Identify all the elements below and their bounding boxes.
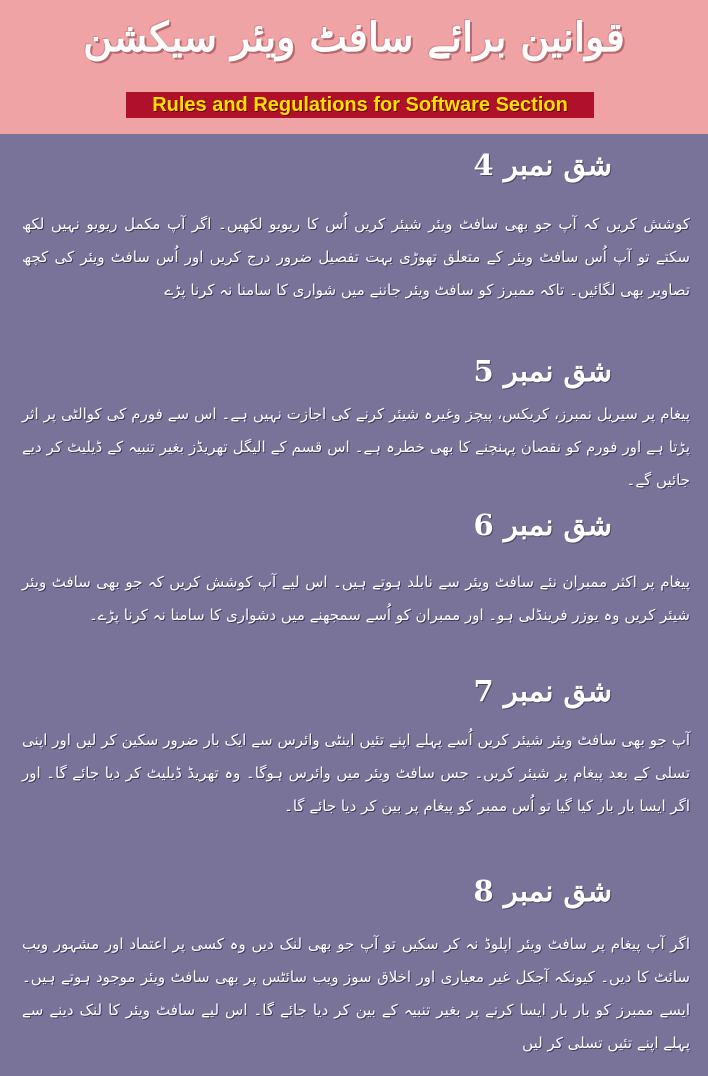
rule-text-4: کوشش کریں کہ آپ جو بھی سافٹ ویئر شیئر کریں اُس کا ریویو لکھیں۔ اگر آپ مکمل ریویو نہیں لکھ سکتے تو آپ اُس سافٹ ویئر کے متعلق تھوڑی بہت تفصیل ضرور درج کریں اور اُس سافٹ ویئر کی کچھ تصاویر بھی لگائیں۔ تاکہ ممبرز کو سافٹ ویئر جاننے میں شواری کا سامنا نہ کرنا پڑے	[22, 215, 690, 299]
page-header	[0, 0, 708, 134]
rule-text-7: آپ جو بھی سافٹ ویئر شیئر کریں اُسے پہلے اپنے تئیں اینٹی وائرس سے ایک بار ضرور سکین کر لیں اور اپنی تسلی کے بعد پیغام پر شیئر کریں۔ جس سافٹ ویئر میں وائرس ہوگا۔ وہ تھریڈ ڈیلیٹ کر دیا جائے گا۔ اور اگر ایسا بار بار کیا گیا تو اُس ممبر کو پیغام پر بین کر دیا جائے گا۔	[22, 731, 690, 815]
urdu-title: قوانین برائے سافٹ ویئر سیکشن	[83, 14, 625, 61]
rule-text-5: پیغام پر سیریل نمبرز، کریکس، پیچز وغیرہ شیئر کرنے کی اجازت نہیں ہے۔ اس سے فورم کی کوالٹی پر اثر پڑتا ہے اور فورم کو نقصان پہنچنے کا بھی خطرہ ہے۔ اس قسم کے الیگل تھریڈز بغیر تنبیہ کے ڈیلیٹ کر دیے جائیں گے۔	[22, 405, 690, 489]
rule-text-8: اگر آپ پیغام پر سافٹ ویئر اپلوڈ نہ کر سکیں تو آپ جو بھی لنک دیں وہ کسی پر اعتماد اور مشہور ویب سائٹ کا دیں۔ کیونکہ آجکل غیر معیاری اور اخلاق سوز ویب سائٹس پر بھی سافٹ ویئر موجود ہوتے ہیں۔ ایسے ممبرز کو بار بار ایسا کرنے پر بغیر تنبیہ کے بین کر دیا جائے گا۔ اس لیے سافٹ ویئر کا لنک دینے سے پہلے اپنے تئیں تسلی کر لیں	[22, 935, 690, 1052]
rule-heading-6: شق نمبر 6	[473, 508, 612, 542]
rule-heading-4: شق نمبر 4	[473, 148, 612, 182]
english-title: Rules and Regulations for Software Section	[126, 92, 594, 118]
rule-heading-7: شق نمبر 7	[473, 674, 612, 708]
rule-heading-8: شق نمبر 8	[473, 874, 612, 908]
rule-text-6: پیغام پر اکثر ممبران نئے سافٹ ویئر سے نابلد ہوتے ہیں۔ اس لیے آپ کوشش کریں کہ جو بھی سافٹ ویئر شیئر کریں وہ یوزر فرینڈلی ہو۔ اور ممبران کو اُسے سمجھنے میں دشواری کا سامنا نہ کرنا پڑے۔	[22, 573, 690, 624]
rules-content	[0, 134, 708, 1076]
rule-heading-5: شق نمبر 5	[473, 354, 612, 388]
